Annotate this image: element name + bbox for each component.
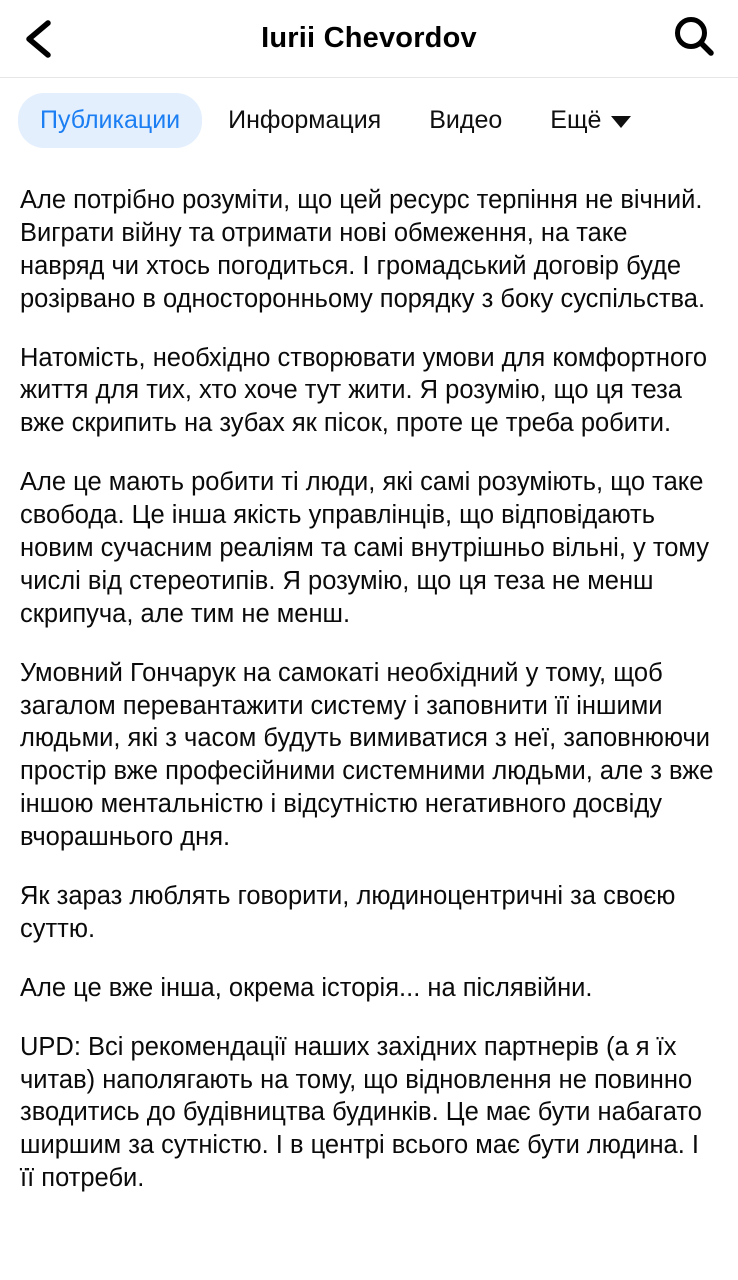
tab-publications[interactable] — [18, 93, 202, 148]
tab-publications-label: Публикации — [40, 105, 181, 134]
tab-bar — [0, 78, 738, 162]
post-paragraph: Але потрібно розуміти, що цей ресурс терпіння не вічний. Виграти війну та отримати нові обмеження, на таке навряд чи хтось погодиться. І громадський договір буде розірвано в односторонньому порядку з боку суспільства. — [20, 186, 706, 313]
header — [0, 0, 738, 78]
back-button[interactable] — [22, 14, 72, 64]
tab-information[interactable] — [206, 93, 403, 148]
post-paragraph: Натомість, необхідно створювати умови для комфортного життя для тих, хто хоче тут жити. Я розумію, що ця теза вже скрипить на зубах як пісок, проте це треба робити. — [20, 343, 708, 438]
tab-more[interactable] — [528, 93, 653, 148]
post-paragraph: Умовний Гончарук на самокаті необхідний у тому, щоб загалом перевантажити систему і заповнити її іншими людьми, які з часом будуть вимиватися з неї, заповнюючи простір вже професійними системними людьми, але з вже іншою ментальністю і відсутністю негативного досвіду вчорашнього дня. — [20, 658, 714, 852]
tab-more-label: Ещё — [550, 105, 602, 134]
tab-information-label: Информация — [228, 105, 382, 134]
tab-video[interactable] — [407, 93, 524, 148]
post-paragraph: Але це вже інша, окрема історія... на післявійни. — [20, 973, 593, 1002]
post-body — [0, 162, 738, 1280]
chevron-down-icon — [611, 116, 631, 128]
tab-video-label: Видео — [429, 105, 503, 134]
search-button[interactable] — [666, 14, 716, 64]
post-paragraph: UPD: Всі рекомендації наших західних партнерів (а я їх читав) наполягають на тому, що відновлення не повинно зводитись до будівництва будинків. Це має бути набагато ширшим за сутністю. І в центрі всього має бути людина. І її потреби. — [20, 1032, 702, 1193]
post-paragraph: Але це мають робити ті люди, які самі розуміють, що таке свобода. Це інша якість управлінців, що відповідають новим сучасним реаліям та самі внутрішньо вільні, у тому числі від стереотипів. Я розумію, що ця теза не менш скрипуча, але тим не менш. — [20, 468, 709, 628]
page-title: Iurii Chevordov — [261, 22, 477, 54]
post-paragraph: Як зараз люблять говорити, людиноцентричні за своєю суттю. — [20, 882, 676, 943]
search-icon — [672, 14, 716, 63]
chevron-left-icon — [22, 18, 56, 60]
